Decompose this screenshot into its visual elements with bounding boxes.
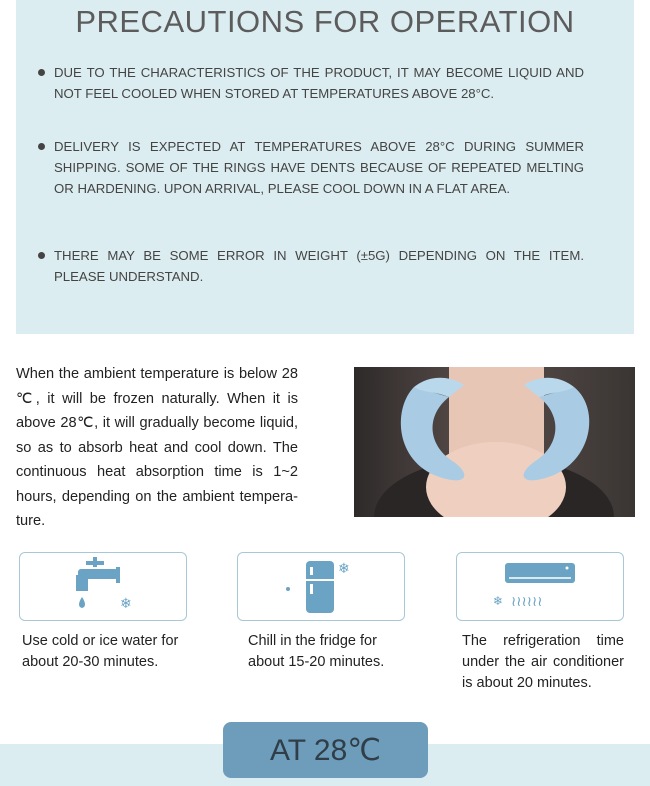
product-photo [354,367,635,517]
svg-text:≀≀≀≀≀≀: ≀≀≀≀≀≀ [511,594,543,610]
bullet-dot [38,252,45,259]
method-caption-water: Use cold or ice water for about 20-30 minutes. [22,633,179,670]
svg-text:❄: ❄ [338,561,350,577]
fridge-icon [238,553,404,620]
precautions-title: PRECAUTIONS FOR OPERATION [75,4,575,39]
svg-text:❄: ❄ [493,594,504,608]
method-card-fridge [237,552,405,621]
precaution-item: DUE TO THE CHARACTERISTICS OF THE PRODUCT, IT MAY BECOME LIQUID AND NOT FEEL COOLED WHEN STORED AT TEMPERATURES ABOVE 28°C. [54,62,584,104]
air-conditioner-icon [457,553,623,620]
faucet-icon [20,553,186,620]
bullet-dot [38,143,45,150]
precautions-panel [16,0,634,334]
svg-text:❄: ❄ [120,596,132,612]
bullet-dot [38,69,45,76]
temperature-badge: AT 28℃ [223,722,428,778]
description-text: When the ambient temperature is below 28 ℃, it will be frozen naturally. When it is above 28℃, it will gradually become liquid, so as to absorb heat and cool down. The continuous heat absorption time is 1~2 hours, depending on the ambient tempera-ture. [16,366,298,529]
neck-ring-image [354,367,635,517]
method-caption-ac: The refrigeration time under the air conditioner is about 20 minutes. [462,633,624,691]
method-caption-fridge: Chill in the fridge for about 15-20 minutes. [248,633,385,670]
method-card-ac [456,552,624,621]
method-card-water [19,552,187,621]
precaution-item: THERE MAY BE SOME ERROR IN WEIGHT (±5G) DEPENDING ON THE ITEM. PLEASE UNDERSTAND. [54,245,584,287]
precaution-item: DELIVERY IS EXPECTED AT TEMPERATURES ABOVE 28°C DURING SUMMER SHIPPING. SOME OF THE RINGS HAVE DENTS BECAUSE OF REPEATED MELTING OR HARDENING. UPON ARRIVAL, PLEASE COOL DOWN IN A FLAT AREA. [54,136,584,199]
